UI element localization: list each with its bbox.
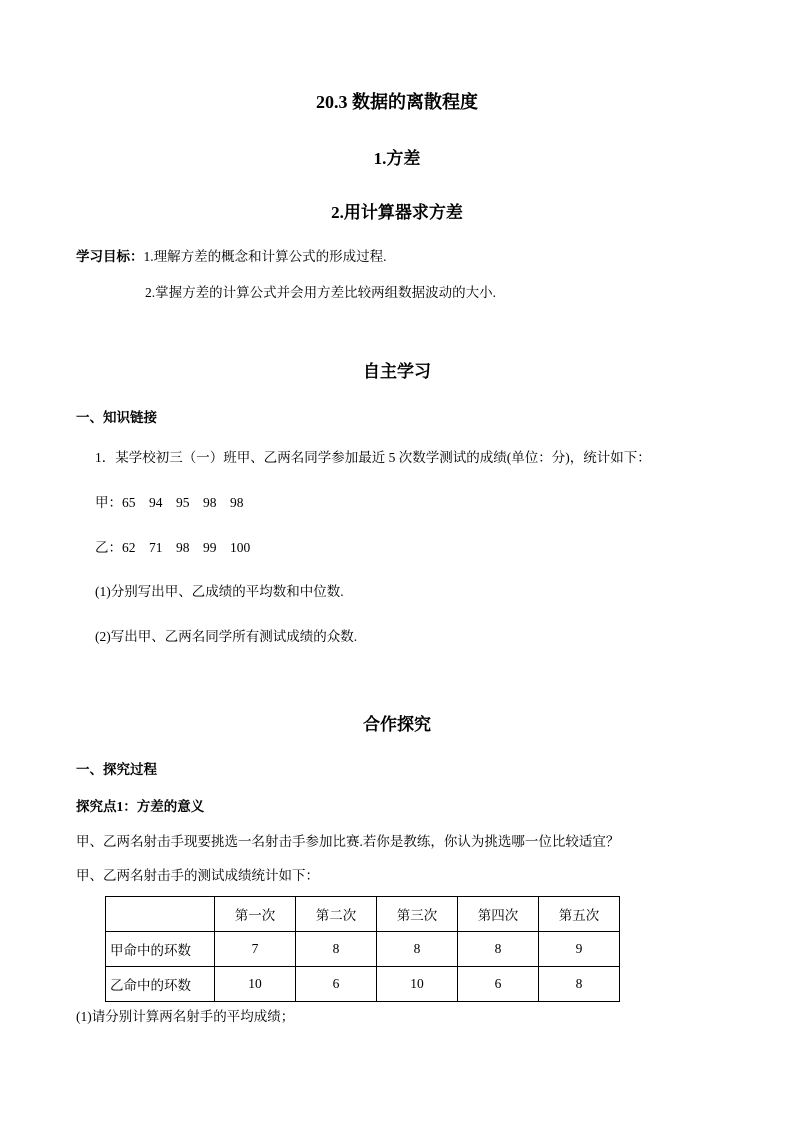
objectives-line-1 bbox=[76, 245, 387, 265]
table-cell: 7 bbox=[215, 932, 296, 967]
table-header-cell: 第一次 bbox=[215, 897, 296, 932]
objectives-label: 学习目标： bbox=[76, 249, 144, 264]
objective-item-2: 2.掌握方差的计算公式并会用方差比较两组数据波动的大小. bbox=[145, 285, 496, 300]
question-1: (1)分别写出甲、乙成绩的平均数和中位数. bbox=[95, 584, 344, 599]
exploration-paragraph-2: 甲、乙两名射击手的测试成绩统计如下： bbox=[76, 868, 319, 883]
table-row-label: 乙命中的环数 bbox=[106, 967, 215, 1002]
table-cell: 6 bbox=[458, 967, 539, 1002]
problem-statement: 1．某学校初三（一）班甲、乙两名同学参加最近 5 次数学测试的成绩(单位：分)，统计如下： bbox=[95, 450, 651, 465]
table-row bbox=[106, 932, 620, 967]
table-cell: 8 bbox=[377, 932, 458, 967]
table-cell: 8 bbox=[539, 967, 620, 1002]
exploration-question-1: (1)请分别计算两名射手的平均成绩； bbox=[76, 1009, 295, 1024]
objective-item-1: 1.理解方差的概念和计算公式的形成过程. bbox=[143, 249, 387, 264]
table-header-row bbox=[106, 897, 620, 932]
table-cell: 8 bbox=[296, 932, 377, 967]
exploration-point-label: 探究点1：方差的意义 bbox=[76, 799, 205, 814]
yi-scores: 乙：62 71 98 99 100 bbox=[95, 540, 251, 555]
exploration-paragraph-1: 甲、乙两名射击手现要挑选一名射击手参加比赛.若你是教练，你认为挑选哪一位比较适宜？ bbox=[76, 834, 620, 849]
table-row-label: 甲命中的环数 bbox=[106, 932, 215, 967]
self-study-heading: 自主学习 bbox=[363, 362, 431, 381]
table-header-cell: 第五次 bbox=[539, 897, 620, 932]
knowledge-link-label: 一、知识链接 bbox=[76, 410, 157, 425]
jia-scores: 甲：65 94 95 98 98 bbox=[95, 495, 244, 510]
page-title: 20.3 数据的离散程度 bbox=[316, 92, 478, 112]
question-2: (2)写出甲、乙两名同学所有测试成绩的众数. bbox=[95, 629, 358, 644]
table-header-cell: 第四次 bbox=[458, 897, 539, 932]
table-cell: 8 bbox=[458, 932, 539, 967]
table-header-cell bbox=[106, 897, 215, 932]
table-cell: 6 bbox=[296, 967, 377, 1002]
subtitle-calculator-variance: 2.用计算器求方差 bbox=[331, 203, 463, 222]
table-header-cell: 第三次 bbox=[377, 897, 458, 932]
table-cell: 10 bbox=[377, 967, 458, 1002]
table-header-cell: 第二次 bbox=[296, 897, 377, 932]
shooting-scores-table bbox=[105, 896, 620, 1002]
table-cell: 10 bbox=[215, 967, 296, 1002]
table-row bbox=[106, 967, 620, 1002]
exploration-label: 一、探究过程 bbox=[76, 762, 157, 777]
table-cell: 9 bbox=[539, 932, 620, 967]
subtitle-variance: 1.方差 bbox=[373, 149, 421, 168]
cooperate-heading: 合作探究 bbox=[363, 715, 431, 734]
